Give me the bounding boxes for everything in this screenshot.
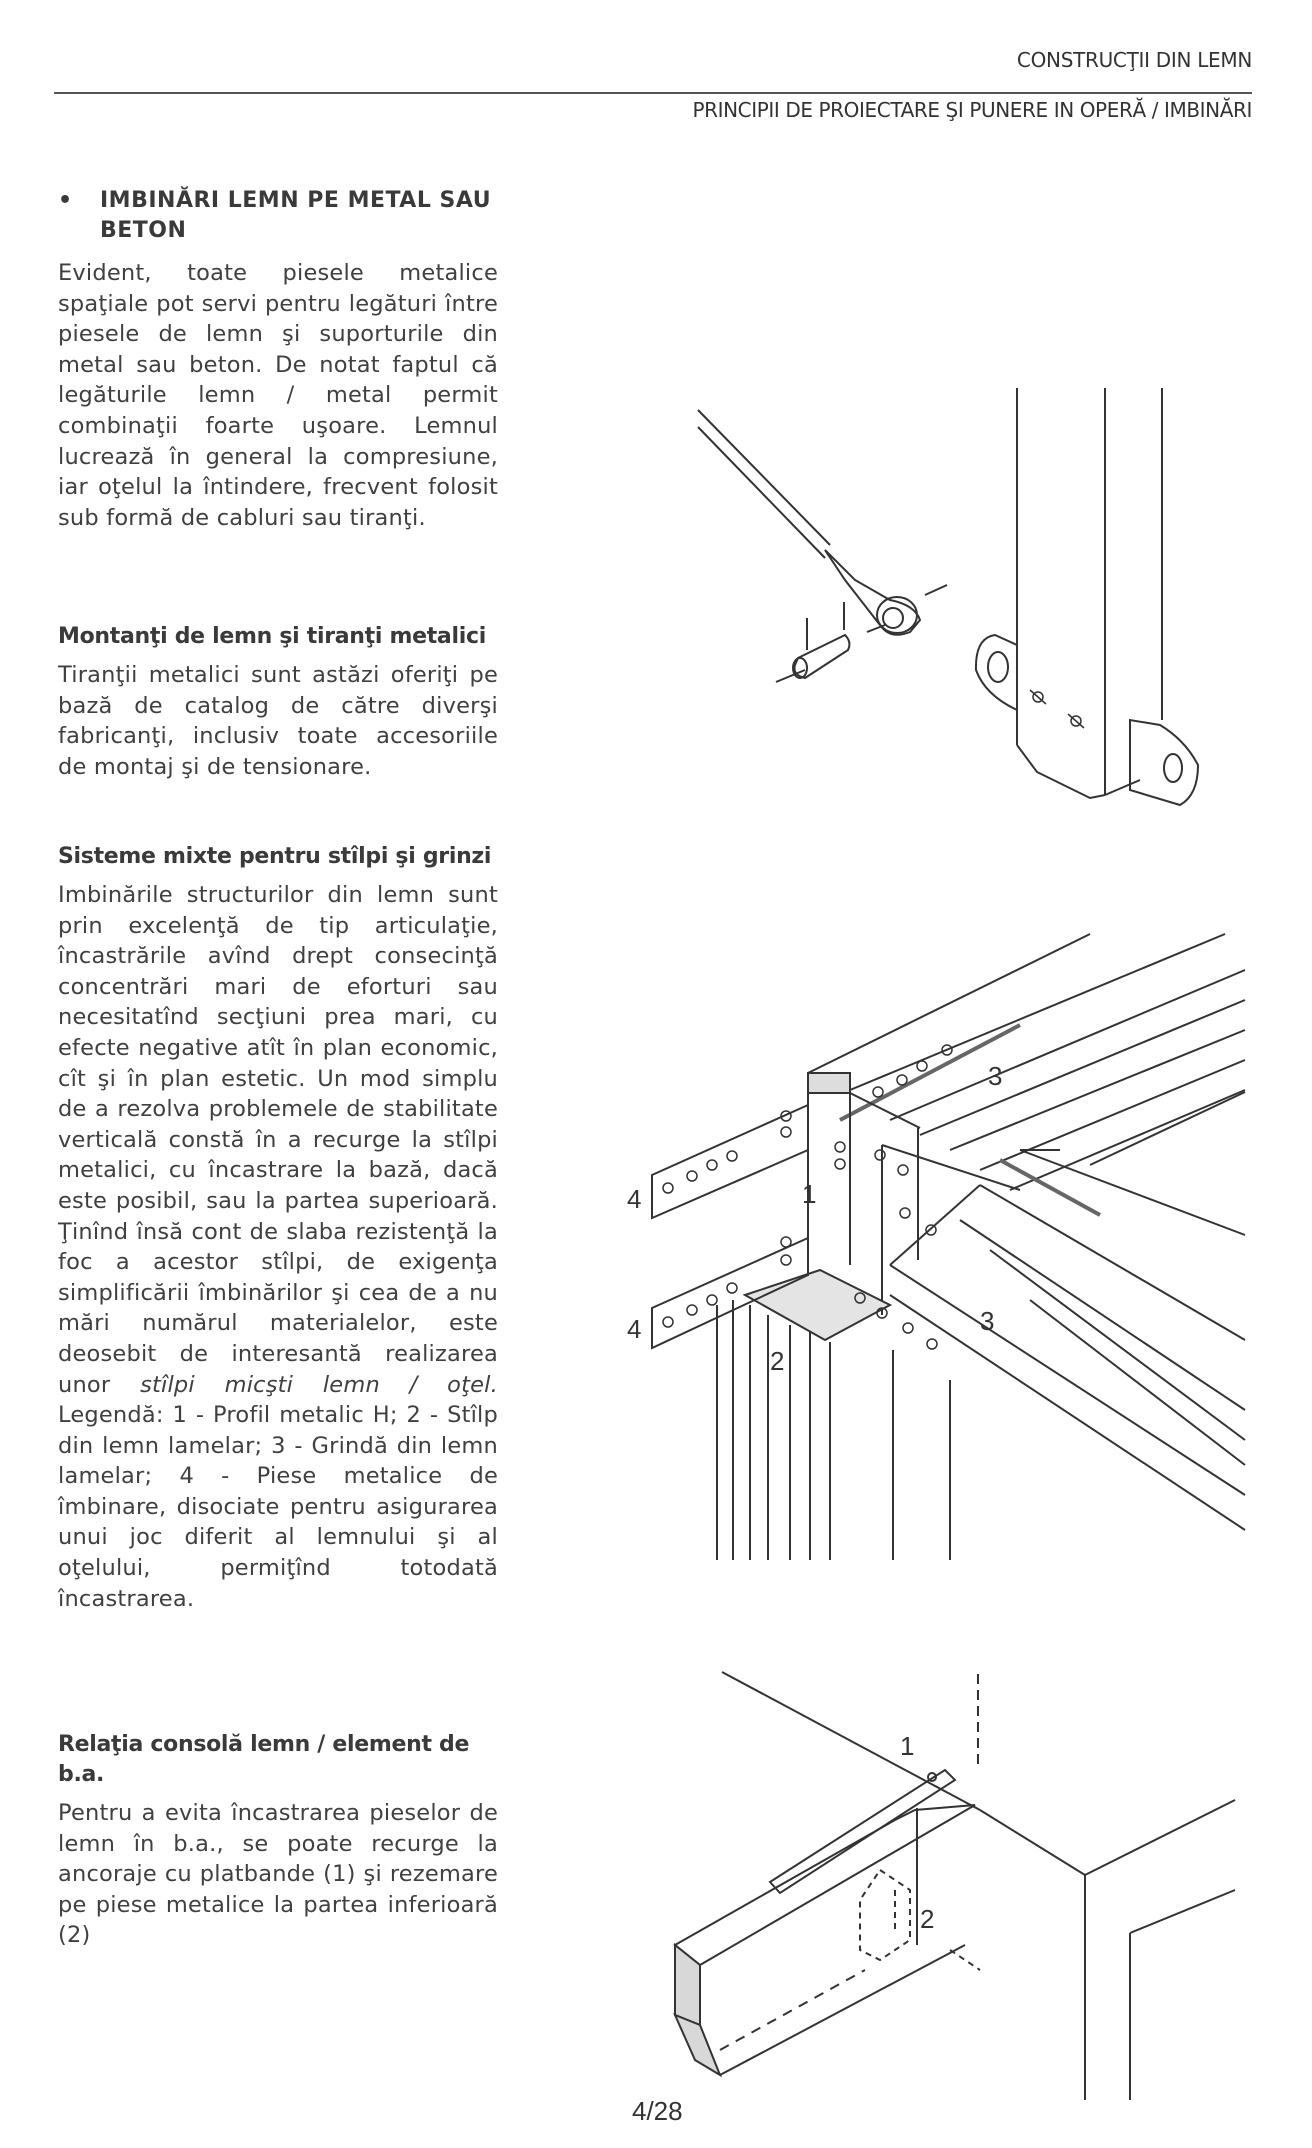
- section-title: Relaţia consolă lemn / element de b.a.: [58, 1732, 470, 1787]
- label-2: 2: [770, 1346, 785, 1376]
- timber-cantilever: [675, 1805, 975, 2075]
- page-number: 4/28: [632, 2096, 683, 2126]
- figure-tie-rod: [680, 380, 1200, 830]
- label-1: 1: [900, 1731, 915, 1761]
- post-flange-right: [1130, 720, 1198, 805]
- concrete-wall: [722, 1672, 1235, 2100]
- timber-post: [1017, 388, 1162, 798]
- post-flange-left: [976, 635, 1017, 710]
- bullet-icon: •: [58, 188, 73, 213]
- section-title: • IMBINĂRI LEMN PE METAL SAU BETON: [58, 186, 498, 246]
- timber-column: [717, 1270, 950, 1560]
- document-header-title: CONSTRUCŢII DIN LEMN: [1016, 48, 1252, 72]
- section-title: Sisteme mixte pentru stîlpi şi grinzi: [58, 844, 492, 869]
- section-body: Imbinările structurilor din lemn sunt prin excelenţă de tip articulaţie, încastrările avînd drept consecinţă concentrări mari de eforturi sau necesitatînd secţiuni prea mari, cu efecte negative atît în plan economic, cît şi în plan estetic. Un mod simplu de a rezolva problemele de stabilitate verticală constă în a recurge la stîlpi metalici, cu încastrare la bază, dacă este posibil, sau la partea superioară. Ţinînd însă cont de slaba rezistenţă la foc a acestor stîlpi, de exigenţa simplificării îmbinărilor şi cea de a nu mări numărul materialelor, este deosebit de interesantă realizarea unor stîlpi micşti lemn / oţel. Legendă: 1 - Profil metalic H; 2 - Stîlp din lemn lamelar; 3 - Grindă din lemn lamelar; 4 - Piese metalice de îmbinare, disociate pentru asigurarea unui joc diferit al lemnului şi al oţelului, permiţînd totodată încastrarea.: [58, 882, 498, 1612]
- section-sisteme-mixte: [58, 842, 498, 1614]
- figure-mixed-column: [620, 920, 1280, 1560]
- section-montanti-tiranti: [58, 622, 498, 782]
- section-body: Tiranţii metalici sunt astăzi oferiţi pe bază de catalog de către diverşi fabricanţi, inclusiv toate accesoriile de montaj şi de tensionare.: [58, 662, 498, 780]
- bolt-icons: [1030, 690, 1084, 728]
- header-divider: [54, 92, 1252, 94]
- italic-term: stîlpi micşti lemn / oţel.: [140, 1371, 498, 1398]
- label-1: 1: [802, 1179, 817, 1209]
- section-body: Pentru a evita încastrarea pieselor de lemn în b.a., se poate recurge la ancoraje cu platbande (1) şi rezemare pe piese metalice la partea inferioară (2): [58, 1800, 498, 1949]
- tie-rod-cable: [698, 410, 920, 635]
- tie-rod-eye: [867, 585, 947, 633]
- figure-cantilever: [620, 1660, 1300, 2140]
- lower-beam: [890, 1150, 1245, 1530]
- label-4-lower: 4: [627, 1314, 642, 1344]
- section-relatia-consola: [58, 1730, 498, 1951]
- label-3-lower: 3: [980, 1306, 995, 1336]
- label-3-upper: 3: [988, 1061, 1003, 1091]
- section-title: Montanţi de lemn şi tiranţi metalici: [58, 624, 486, 649]
- section-body: Evident, toate piesele metalice spaţiale pot servi pentru legături între piesele de lemn şi suporturile din metal sau beton. De notat faptul că legăturile lemn / metal permit combinaţii foarte uşoare. Lemnul lucrează în general la compresiune, iar oţelul la întindere, frecvent folosit sub formă de cabluri sau tiranţi.: [58, 260, 498, 531]
- document-header-subtitle: PRINCIPII DE PROIECTARE ŞI PUNERE IN OPERĂ / IMBINĂRI: [692, 98, 1252, 122]
- label-2: 2: [920, 1904, 935, 1934]
- section-imbinari-lemn-metal: [58, 186, 498, 533]
- pin-bolt: [776, 602, 849, 682]
- label-4-upper: 4: [627, 1184, 642, 1214]
